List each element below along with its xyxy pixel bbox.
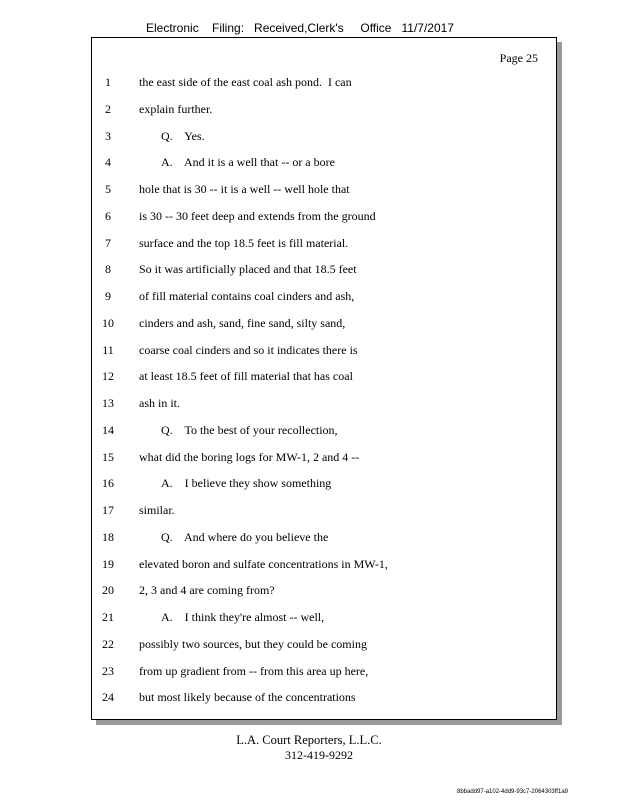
line-number: 7: [105, 235, 111, 250]
line-text: A. And it is a well that -- or a bore: [161, 155, 335, 170]
transcript-line: [92, 422, 556, 438]
line-text: Q. And where do you believe the: [161, 529, 329, 544]
transcript-line: [92, 475, 556, 491]
line-text: from up gradient from -- from this area up here,: [139, 663, 369, 678]
line-text: Q. To the best of your recollection,: [161, 422, 338, 437]
transcript-line: [92, 368, 556, 384]
line-number: 15: [102, 449, 114, 464]
line-text: possibly two sources, but they could be coming: [139, 636, 367, 651]
line-text: So it was artificially placed and that 18.5 feet: [139, 262, 357, 277]
line-text: surface and the top 18.5 feet is fill material.: [139, 235, 349, 250]
line-number: 17: [102, 503, 114, 517]
transcript-line: [92, 261, 556, 277]
line-number: 3: [105, 128, 111, 143]
page-number: Page 25: [499, 51, 538, 65]
line-text: the east side of the east coal ash pond. I can: [139, 75, 352, 89]
document-id: 8bbadd97-a102-4dd9-93c7-2064303ff1a9: [457, 789, 568, 795]
line-number: 5: [105, 182, 111, 196]
transcript-line: [92, 181, 556, 197]
transcript-line: [92, 582, 556, 598]
line-number: 23: [102, 663, 114, 678]
line-number: 9: [105, 289, 111, 303]
line-text: cinders and ash, sand, fine sand, silty sand,: [139, 315, 346, 330]
transcript-line: [92, 342, 556, 358]
line-text: at least 18.5 feet of fill material that has coal: [139, 369, 353, 384]
line-number: 11: [102, 342, 114, 357]
line-number: 13: [102, 396, 114, 410]
reporter-phone: 312-419-9292: [285, 748, 353, 762]
line-number: 10: [102, 315, 114, 330]
line-number: 24: [102, 690, 114, 705]
line-number: 1: [105, 75, 111, 89]
line-number: 14: [102, 422, 114, 437]
line-number: 2: [105, 101, 111, 116]
transcript-line: [92, 663, 556, 679]
transcript-line: [92, 609, 556, 625]
transcript-line: [92, 502, 556, 518]
line-text: ash in it.: [139, 396, 180, 410]
line-text: what did the boring logs for MW-1, 2 and 4 --: [139, 449, 360, 464]
line-number: 21: [102, 610, 114, 624]
transcript-line: [92, 101, 556, 117]
line-number: 19: [102, 556, 114, 571]
filing-stamp: Electronic Filing: Received,Clerk's Office 11/7/2017: [146, 21, 454, 35]
transcript-line: [92, 689, 556, 705]
line-text: is 30 -- 30 feet deep and extends from the ground: [139, 208, 376, 223]
line-text: coarse coal cinders and so it indicates there is: [139, 342, 358, 357]
line-text: A. I believe they show something: [161, 476, 332, 491]
line-text: Q. Yes.: [161, 128, 205, 143]
line-text: A. I think they're almost -- well,: [161, 610, 325, 624]
line-text: similar.: [139, 503, 175, 517]
transcript-line: [92, 636, 556, 652]
transcript-line: [92, 288, 556, 304]
line-number: 18: [102, 529, 114, 544]
line-text: hole that is 30 -- it is a well -- well hole that: [139, 182, 350, 196]
transcript-page: [91, 37, 557, 720]
transcript-line: [92, 449, 556, 465]
transcript-line: [92, 315, 556, 331]
line-number: 12: [102, 369, 114, 384]
line-number: 22: [102, 636, 114, 651]
transcript-line: [92, 395, 556, 411]
line-number: 16: [102, 476, 114, 491]
transcript-line: [92, 235, 556, 251]
reporter-company: L.A. Court Reporters, L.L.C.: [236, 733, 382, 747]
transcript-line: [92, 208, 556, 224]
line-number: 20: [102, 583, 114, 598]
line-number: 4: [105, 155, 111, 170]
transcript-line: [92, 556, 556, 572]
line-number: 6: [105, 208, 111, 223]
transcript-line: [92, 154, 556, 170]
line-number: 8: [105, 262, 111, 277]
line-text: but most likely because of the concentrations: [139, 690, 356, 705]
transcript-line: [92, 128, 556, 144]
transcript-line: [92, 529, 556, 545]
line-text: explain further.: [139, 101, 213, 116]
transcript-line: [92, 74, 556, 90]
line-text: 2, 3 and 4 are coming from?: [139, 583, 275, 598]
line-text: elevated boron and sulfate concentrations in MW-1,: [139, 556, 388, 571]
line-text: of fill material contains coal cinders and ash,: [139, 289, 355, 303]
